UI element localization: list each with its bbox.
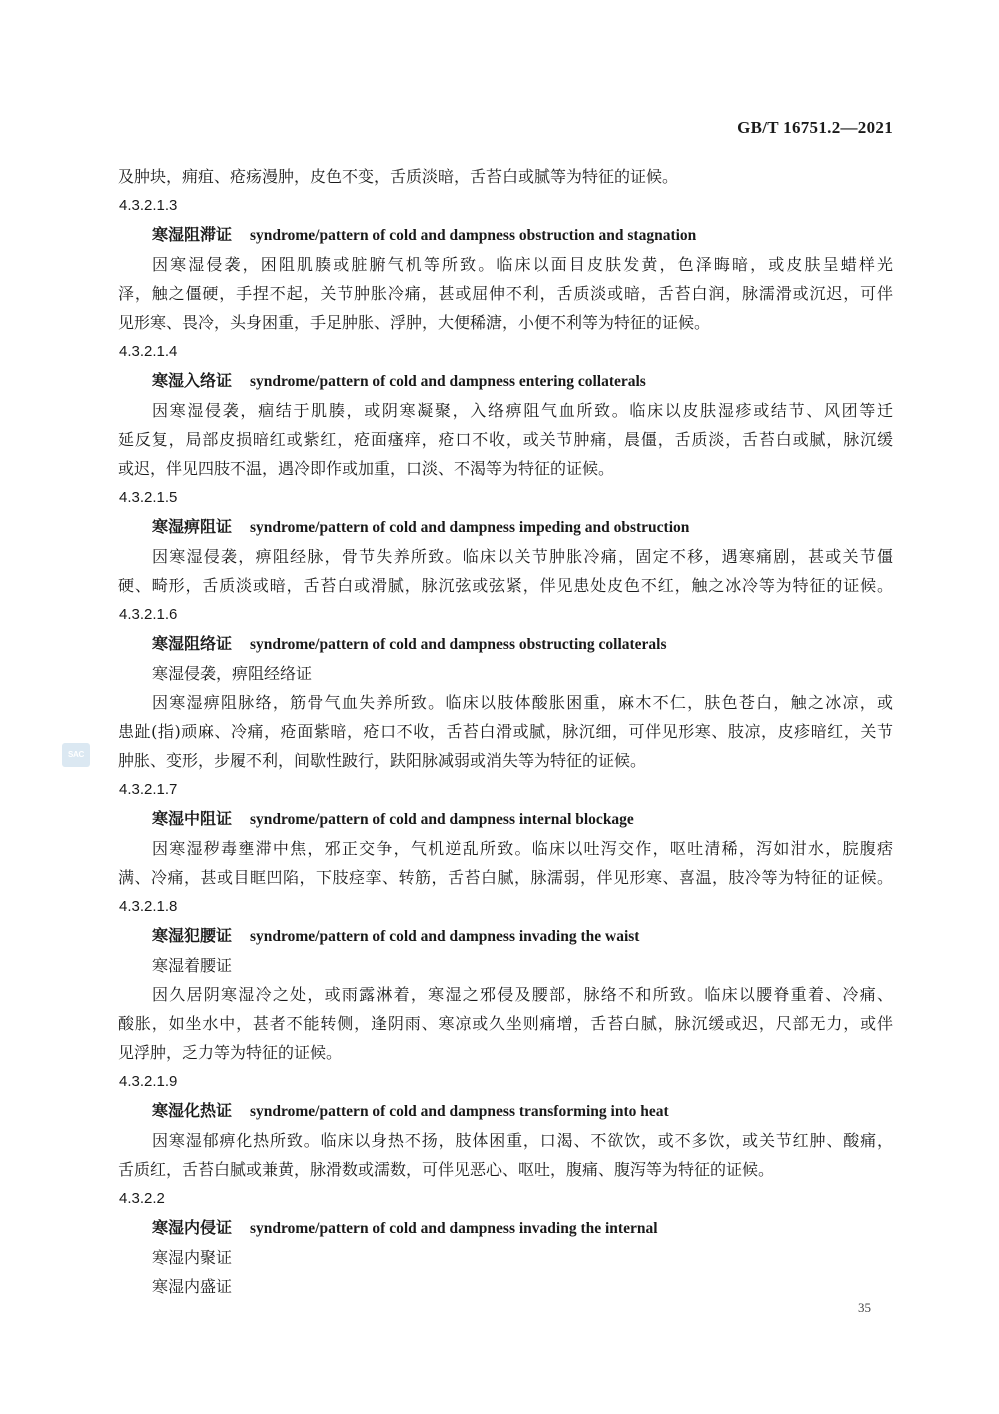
term-entry (118, 512, 893, 542)
definition-text: 酸胀，如坐水中，甚者不能转侧，逢阴雨、寒凉或久坐则痛增，舌苔白腻，脉沉缓或迟，尺部无力，或伴 (118, 1014, 893, 1033)
term-chinese: 寒湿痹阻证 (152, 517, 233, 536)
clause-number: 4.3.2.1.4 (119, 343, 178, 360)
term-entry (118, 1096, 893, 1126)
definition-text: 因寒湿侵袭，痼结于肌腠，或阴寒凝聚，入络痹阻气血所致。临床以皮肤湿疹或结节、风团等迁 (152, 401, 893, 420)
definition-text: 或迟，伴见四肢不温，遇冷即作或加重，口淡、不渴等为特征的证候。 (118, 459, 615, 478)
term-english: syndrome/pattern of cold and dampness entering collaterals (250, 373, 646, 390)
term-english: syndrome/pattern of cold and dampness invading the internal (250, 1220, 658, 1237)
clause-number: 4.3.2.1.8 (119, 898, 178, 915)
term-entry (118, 804, 893, 834)
clause-number: 4.3.2.1.6 (119, 606, 178, 623)
clause-number: 4.3.2.1.7 (119, 781, 178, 798)
term-chinese: 寒湿入络证 (152, 371, 233, 390)
definition-text: 及肿块，痈疽、疮疡漫肿，皮色不变，舌质淡暗，舌苔白或腻等为特征的证候。 (118, 167, 679, 186)
definition-text: 满、冷痛，甚或目眶凹陷，下肢痉挛、转筋，舌苔白腻，脉濡弱，伴见形寒、喜温，肢冷等为特征的证候。 (118, 868, 893, 887)
term-english: syndrome/pattern of cold and dampness obstructing collaterals (250, 636, 667, 653)
term-synonym: 寒湿内聚证 (152, 1248, 233, 1267)
clause-number: 4.3.2.2 (119, 1190, 165, 1207)
clause-number: 4.3.2.1.5 (119, 489, 178, 506)
term-entry (118, 629, 893, 659)
definition-text: 肿胀、变形，步履不利，间歇性跛行，趺阳脉减弱或消失等为特征的证候。 (118, 751, 647, 770)
term-entry (118, 1213, 893, 1243)
term-english: syndrome/pattern of cold and dampness internal blockage (250, 811, 634, 828)
definition-text: 见形寒、畏冷，头身困重，手足肿胀、浮肿，大便稀溏，小便不利等为特征的证候。 (118, 313, 711, 332)
watermark-text: SAC (68, 750, 84, 759)
term-chinese: 寒湿阻滞证 (152, 225, 233, 244)
term-english: syndrome/pattern of cold and dampness invading the waist (250, 928, 640, 945)
definition-text: 硬、畸形，舌质淡或暗，舌苔白或滑腻，脉沉弦或弦紧，伴见患处皮色不红，触之冰冷等为特征的证候。 (118, 576, 893, 595)
term-chinese: 寒湿中阻证 (152, 809, 233, 828)
definition-text: 泽，触之僵硬，手捏不起，关节肿胀冷痛，甚或屈伸不利，舌质淡或暗，舌苔白润，脉濡滑或沉迟，可伴 (118, 284, 893, 303)
definition-text: 因寒湿郁痹化热所致。临床以身热不扬，肢体困重，口渴、不欲饮，或不多饮，或关节红肿、酸痛， (152, 1131, 893, 1150)
document-body (118, 162, 893, 1301)
term-entry (118, 366, 893, 396)
term-chinese: 寒湿犯腰证 (152, 926, 233, 945)
term-english: syndrome/pattern of cold and dampness transforming into heat (250, 1103, 669, 1120)
clause-number: 4.3.2.1.3 (119, 197, 178, 214)
definition-text: 因久居阴寒湿冷之处，或雨露淋着，寒湿之邪侵及腰部，脉络不和所致。临床以腰脊重着、冷痛、 (152, 985, 893, 1004)
term-english: syndrome/pattern of cold and dampness obstruction and stagnation (250, 227, 697, 244)
definition-text: 见浮肿，乏力等为特征的证候。 (118, 1043, 343, 1062)
clause-number: 4.3.2.1.9 (119, 1073, 178, 1090)
definition-text: 因寒湿秽毒壅滞中焦，邪正交争，气机逆乱所致。临床以吐泻交作，呕吐清稀，泻如泔水，脘腹痞 (152, 839, 893, 858)
standard-code: GB/T 16751.2—2021 (737, 118, 893, 137)
term-synonym: 寒湿侵袭，痹阻经络证 (152, 664, 313, 683)
definition-text: 因寒湿痹阻脉络，筋骨气血失养所致。临床以肢体酸胀困重，麻木不仁，肤色苍白，触之冰凉，或 (152, 693, 893, 712)
definition-text: 因寒湿侵袭，痹阻经脉，骨节失养所致。临床以关节肿胀冷痛，固定不移，遇寒痛剧，甚或关节僵 (152, 547, 893, 566)
term-synonym: 寒湿内盛证 (152, 1277, 233, 1296)
term-chinese: 寒湿阻络证 (152, 634, 233, 653)
definition-text: 患趾(指)顽麻、冷痛，疮面紫暗，疮口不收，舌苔白滑或腻，脉沉细，可伴见形寒、肢凉，皮疹暗红，关节 (118, 722, 893, 741)
term-entry (118, 220, 893, 250)
term-entry (118, 921, 893, 951)
term-chinese: 寒湿化热证 (152, 1101, 233, 1120)
definition-text: 延反复，局部皮损暗红或紫红，疮面瘙痒，疮口不收，或关节肿痛，晨僵，舌质淡，舌苔白或腻，脉沉缓 (118, 430, 893, 449)
term-chinese: 寒湿内侵证 (152, 1218, 233, 1237)
definition-text: 舌质红，舌苔白腻或兼黄，脉滑数或濡数，可伴见恶心、呕吐，腹痛、腹泻等为特征的证候。 (118, 1160, 775, 1179)
term-english: syndrome/pattern of cold and dampness impeding and obstruction (250, 519, 690, 536)
sac-watermark (62, 743, 90, 767)
term-synonym: 寒湿着腰证 (152, 956, 233, 975)
definition-text: 因寒湿侵袭，困阻肌腠或脏腑气机等所致。临床以面目皮肤发黄，色泽晦暗，或皮肤呈蜡样光 (152, 255, 893, 274)
page-number: 35 (858, 1300, 871, 1315)
